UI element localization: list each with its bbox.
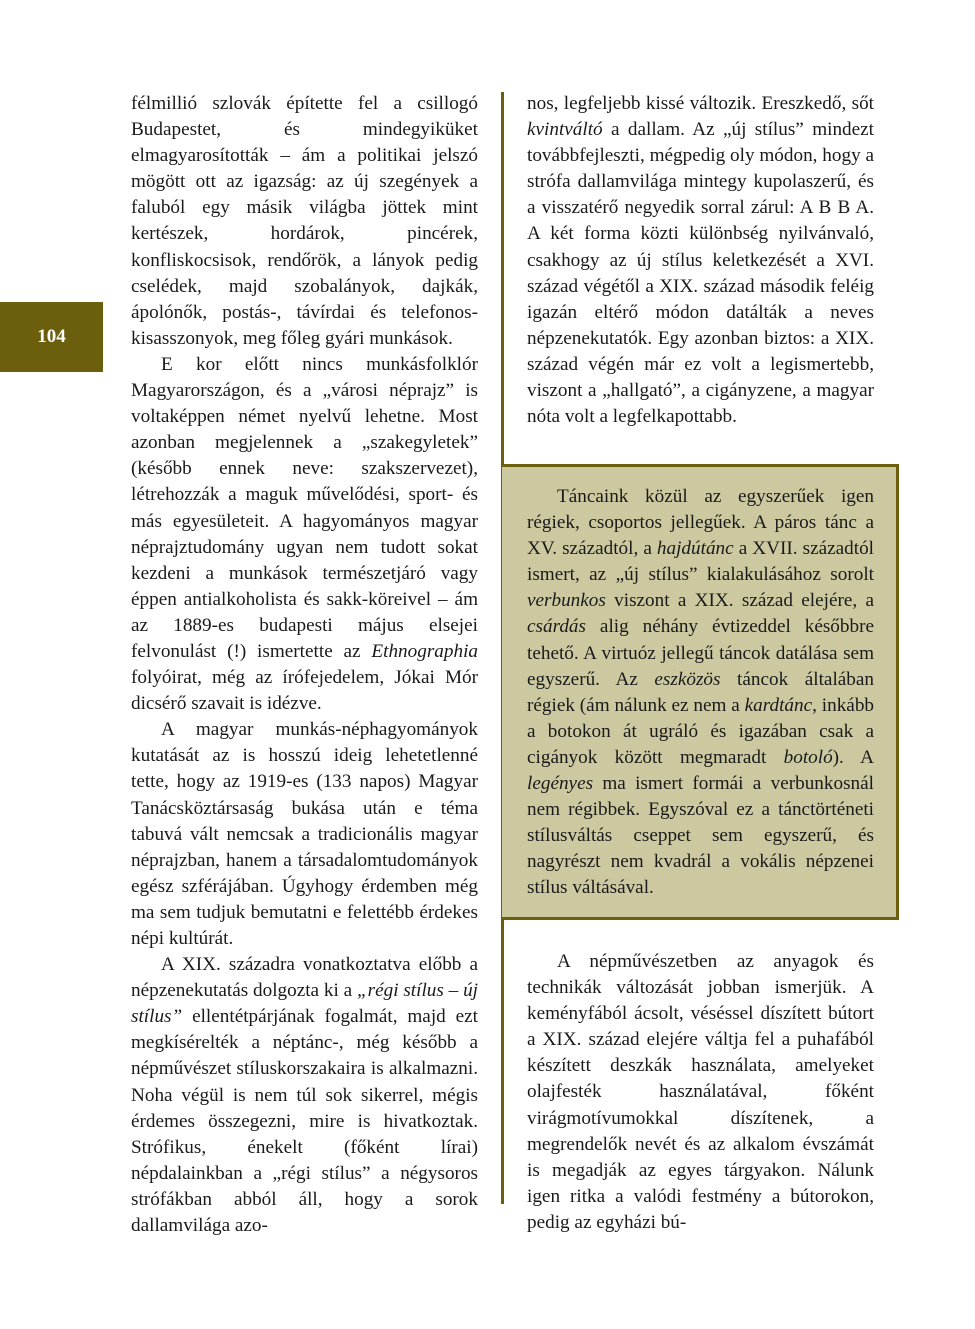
paragraph (527, 91, 874, 430)
paragraph: félmillió szlovák építette fel a csillogó Budapestet, és mindegyiküket elmagyarosították – ám a politikai jelszó mögött ott az igazság: az új szegények a faluból egy másik világba jöttek mint kertészek, hordárok, pincérek, konfliskocsisok, rendőrök, a lányok pedig cselédek, majd szobalányok, dajkák, ápolónők, postás-, távírdai és telefonos-kisasszonyok, meg főleg gyári munkások. (131, 93, 478, 349)
italic-run: eszközös (654, 668, 721, 690)
text-run: a dallam. Az „új stílus” mindezt továbbfejleszti, mégpedig oly módon, hogy a strófa dallamvilága mintegy kupolaszerű, és a visszatérő negyedik sorral zárul: A B B A. A két forma közti különbség nyilvánvaló, csakhogy az új stílus keletkezését a XVI. század végétől a XIX. század második feléig igazán eltérő módon datálták a neves népzenekutatók. Egy azonban biztos: a XIX. század végén már ez volt a legismertebb, viszont a „hallgató”, a cigányzene, a magyar nóta volt a legfelkapottabb. (527, 119, 874, 428)
paragraph: A magyar munkás-néphagyományok kutatását az is hosszú ideig lehetetlenné tette, hogy az 1919-es (133 napos) Magyar Tanácsköztársaság bukása után e téma tabuvá vált nemcsak a tradicionális magyar néprajzban, hanem a társadalomtudományok egész szférájában. Úgyhogy érdemben még ma sem tudjuk bemutatni e felettébb érdekes népi kultúrát. (131, 719, 478, 949)
text-run: ellentétpárjának fogalmát, majd ezt megkísérelték a néptánc-, még később a népművészet stíluskorszakaira is alkalmazni. Noha végül is nem túl sok sikerrel, mégis érdemes összegezni, mire is hivatkoztak. Strófikus, énekelt (főként lírai) népdalainkban a „régi stílus” a négysoros strófákban abból áll, hogy a sorok dallamvilága azo- (131, 1006, 478, 1237)
page-number-tab (0, 302, 103, 372)
italic-run: botoló (783, 746, 833, 768)
text-run: , inkább a botokon át ugráló és igazában csak a cigányok között megmaradt (527, 694, 875, 768)
text-run: táncok általában régiek (ám nálunk ez nem a (527, 668, 874, 716)
paragraph (131, 352, 478, 717)
text-run: viszont a XIX. század elejére, a (605, 590, 874, 612)
paragraph (131, 952, 478, 1239)
right-column-top (527, 91, 874, 430)
text-run: ). A (832, 746, 874, 768)
text-run: alig néhány évtizeddel későbbre tehető. A virtuóz jellegű táncok datálása sem egyszerű. Az (527, 616, 874, 690)
text-run: nos, legfeljebb kissé változik. Ereszkedő, sőt (527, 93, 874, 114)
text-run: a XVII. századtól ismert, az „új stílus” kialakulásához sorolt (527, 538, 875, 586)
italic-run: kardtánc (744, 694, 813, 716)
text-run: folyóirat, még az írófejedelem, Jókai Mór dicsérő szavait is idézve. (131, 667, 478, 715)
paragraph (527, 484, 874, 902)
italic-run: verbunkos (527, 590, 606, 612)
italic-run: „régi stílus – új stílus” (131, 980, 478, 1028)
left-column (131, 91, 478, 1239)
right-column-bottom (527, 949, 874, 1236)
italic-run: csárdás (527, 616, 586, 638)
page-number: 104 (37, 326, 66, 347)
text-run: A XIX. századra vonatkoztatva előbb a népzenekutatás dolgozta ki a (131, 954, 478, 1002)
text-run: ma ismert formái a verbunkosnál nem régibbek. Egyszóval ez a tánctörténeti stílusváltás cseppet sem egyszerű, és nagyrészt nem kvadrál a vokális népzenei stílus váltásával. (527, 773, 874, 899)
text-run: Táncaink közül az egyszerűek igen régiek, csoportos jellegűek. A páros tánc a XV. századtól, a (527, 486, 874, 560)
italic-run: hajdútánc (656, 538, 734, 560)
sidebar-text (527, 484, 874, 902)
sidebar-box (502, 464, 899, 920)
paragraph: A népművészetben az anyagok és technikák változását jobban ismerjük. A keményfából ácsolt, véséssel díszített bútort a XIX. század elejére váltja fel a puhafából készített deszkák használata, amelyeket olajfesték használatával, főként virágmotívumokkal díszítenek, a megrendelők nevét és az alkalom évszámát is megadják az egyes tárgyakon. Nálunk igen ritka a valódi festmény a bútorokon, pedig az egyházi bú- (527, 951, 874, 1233)
italic-run: Ethnographia (371, 640, 478, 662)
italic-run: legényes (527, 773, 594, 795)
text-run: E kor előtt nincs munkásfolklór Magyarországon, és a „városi néprajz” is voltaképpen német nyelvű lehetne. Most azonban megjelennek a „szakegyletek” (később ennek neve: szakszervezet), létrehozzák a maguk művelődési, sport- és más egyesületeit. A hagyományos magyar néprajztudomány ugyan nem tudott sokat kezdeni a munkások természetjáró vagy éppen antialkoholista és sakk-köreivel – ám az 1889-es budapesti május elsejei felvonulást (!) ismertette az (131, 353, 478, 662)
italic-run: kvintváltó (527, 119, 603, 141)
